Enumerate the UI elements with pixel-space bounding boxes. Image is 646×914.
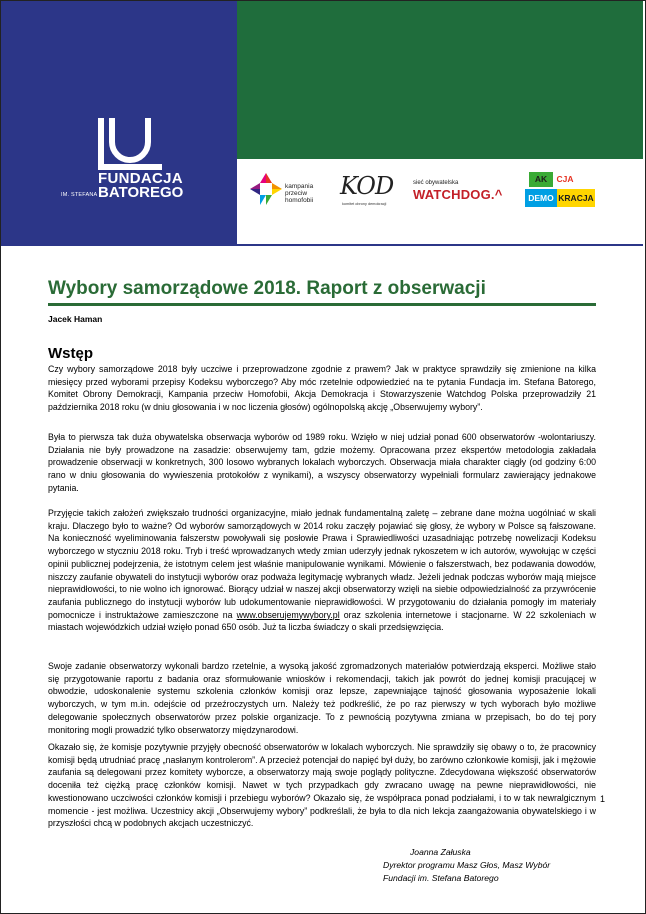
akcja-box-demo: DEMO (525, 189, 557, 207)
observation-site-link[interactable]: www.obserujemywybory.pl (236, 609, 340, 620)
header-divider (1, 244, 643, 246)
paragraph-3: Przyjęcie takich założeń zwiększało trudności organizacyjne, miało jednak fundamentalną zaletę – zebrane dane można uogólniać w skali kraju. Dlaczego było to ważne? Od wyborów samorządowych w 2014 roku zaczęły pojawiać się głosy, że wybory w Polsce są fałszowane. Na konieczność wyeliminowania fałszerstw powoływali się posłowie Prawa i Sprawiedliwości uzasadniając potrzebę nowelizacji Kodeksu wyborczego w styczniu 2018 roku. Tryb i treść wprowadzanych wtedy zmian uderzyły jednak rykoszetem w ich autorów, wywołując w części opinii publicznej podejrzenia, że istotnym celem jest właśnie manipulowanie wynikami. Mówienie o fałszerstwach, bez podawania dowodów, niszczy zaufanie obywateli do instytucji wyborów oraz podważa legitymację wybranych władz. Jeżeli jednak podczas wyborów mają miejsce nieprawidłowości, to nie wolno ich ignorować. Biorący udział w naszej akcji obserwatorzy wzięli na siebie odpowiedzialność za przywrócenie zaufania publicznego do instytucji wyborów lub udokumentowanie nieprawidłowości. W przygotowaniu do działania pomogły im materiały pomocnicze i instruktażowe zamieszczone na www.obserujemywybory.pl oraz szkolenia internetowe i stacjonarne. W 22 szkoleniach w miastach wojewódzkich udział wzięło ponad 650 osób. Już ta liczba świadczy o skali przedsięwzięcia. (48, 508, 597, 633)
document-title: Wybory samorządowe 2018. Raport z obserwacji (48, 278, 486, 299)
author: Jacek Haman (48, 314, 103, 324)
kod-subtitle: komitet obrony demokracji (342, 202, 387, 206)
title-rule (48, 303, 596, 306)
kph-logo-icon (249, 172, 283, 206)
section-heading: Wstęp (48, 345, 93, 362)
foundation-im-label: IM. STEFANA (61, 192, 98, 198)
akcja-box-kracja: KRACJA (557, 189, 595, 207)
akcja-box-cja: CJA (553, 172, 577, 187)
akcja-box-ak: AK (529, 172, 553, 187)
watchdog-label: sieć obywatelska (413, 180, 459, 186)
signature-org: Fundacji im. Stefana Batorego (383, 873, 499, 883)
foundation-name-line1: FUNDACJA (98, 170, 183, 187)
paragraph-4: Swoje zadanie obserwatorzy wykonali bardzo rzetelnie, a wysoką jakość zgromadzonych materiałów potwierdzają eksperci. Możliwe stało się przygotowanie raportu z badania oraz sformułowanie wniosków i rekomendacji, takich jak powrót do jednej komisji pracującej w obwodzie, udoskonalenie systemu szkolenia członków komisji oraz lepsze, zapewniające tajność głosowania wyposażenie lokali wyborczych, w tym m.in. odejście od przeźroczystych urn. Należy też podkreślić, że po raz pierwszy w tych wyborach było możliwe delegowanie społecznych obserwatorów przez polskie organizacje. To z pewnością pozytywna zmiana w przepisach, bo do tej pory monitoring mogli prowadzić tylko obserwatorzy międzynarodowi. (48, 661, 596, 735)
paragraph-5: Okazało się, że komisje pozytywnie przyjęły obecność obserwatorów w lokalach wyborczych. Nie sprawdziły się obawy o to, że pracownicy komisji będą utrudniać pracę „nasłanym kontrolerom”. A przecież potencjał do napięć był duży, bo zarówno członkowie komisji, jak i mężowie zaufania są delegowani przez komitety wyborcze, a obserwatorzy mają swoje poglądy polityczne. Zdecydowana większość obserwatorów doceniła też ciężką pracę członków komisji. Nawet w tych przypadkach gdy zwracano uwagę na pewne nieprawidłowości, nie kwestionowano uczciwości członków komisji i przebiegu wyborów? Okazało się, że współpraca ponad podziałami, i to w tak newralgicznym momencie - jest możliwa. Uczestnicy akcji „Obserwujemy wybory” podkreślali, że była to dla nich lekcja zaangażowania obywatelskiego i w przyszłości chcą w podobnych akcjach uczestniczyć. (48, 742, 596, 829)
paragraph-1: Czy wybory samorządowe 2018 były uczciwe i przeprowadzone zgodnie z prawem? Jak w praktyce sprawdziły się zmienione na kilka miesięcy przed wyborami przepisy Kodeksu wyborczego? Aby móc rzetelnie odpowiedzieć na te pytania Fundacja im. Stefana Batorego, Komitet Obrony Demokracji, Kampania przeciw Homofobii, Akcja Demokracja i Stowarzyszenie Watchdog Polska przeprowadziły 21 października 2018 roku (w dniu głosowania i w noc liczenia głosów) ogólnopolską akcję „Obserwujemy wybory”. (48, 364, 596, 413)
kph-label: kampania przeciw homofobii (285, 183, 314, 204)
signature-name: Joanna Załuska (410, 847, 471, 857)
page-number: 1 (600, 794, 606, 804)
kod-logo: KOD (340, 172, 394, 200)
watchdog-logo: WATCHDOG.^ (413, 187, 503, 202)
header-green-panel (237, 1, 643, 159)
foundation-logo-icon (98, 118, 162, 170)
paragraph-2: Była to pierwsza tak duża obywatelska obserwacja wyborów od 1989 roku. Wzięło w niej udział ponad 600 obserwatorów -wolontariuszy. Działania nie były prowadzone na zasadzie: obserwujemy tam, gdzie możemy. Opracowana przez ekspertów metodologia zakładała prowadzenie obserwacji w konkretnych, 300 losowo wybranych lokalach wyborczych. Obserwacja miała charakter ciągły (od godziny 6:00 rano w dniu głosowania do wywieszenia protokołów z wynikami), a wszyscy obserwatorzy wypełniali formularz zawierający jednakowe pytania. (48, 432, 596, 493)
foundation-name-line2: BATOREGO (98, 184, 184, 201)
signature-role: Dyrektor programu Masz Głos, Masz Wybór (383, 860, 551, 870)
